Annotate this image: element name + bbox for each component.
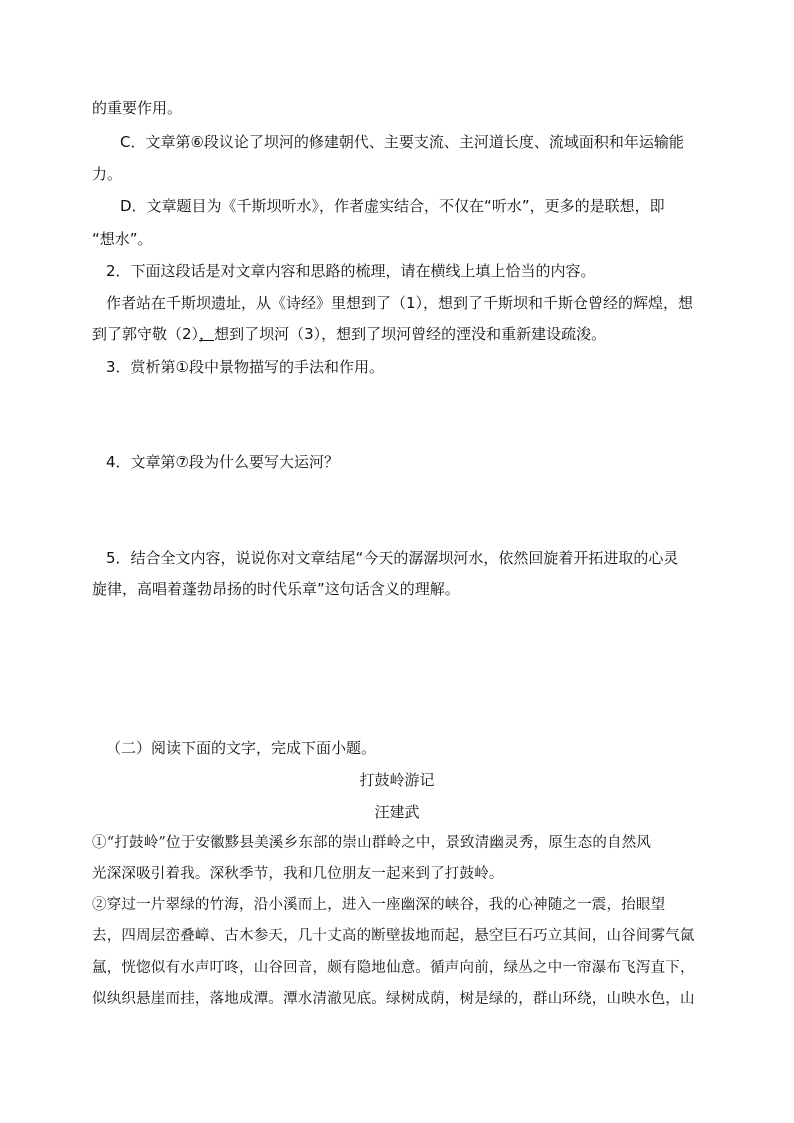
option-c: C．文章第⑥段议论了坝河的修建朝代、主要支流、主河道长度、流域面积和年运输能 — [120, 133, 684, 151]
article-paragraph-2-line1: ②穿过一片翠绿的竹海，沿小溪而上，进入一座幽深的峡谷，我的心神随之一震，抬眼望 — [92, 897, 666, 913]
question-5-line2: 旋律，高唱着蓬勃昂扬的时代乐章”这句话含义的理解。 — [92, 580, 460, 598]
article-paragraph-1-line2: 光深深吸引着我。深秋季节，我和几位朋友一起来到了打鼓岭。 — [92, 866, 504, 882]
article-paragraph-2-line4: 似纨织悬崖而挂，落地成潭。潭水清澈见底。绿树成荫，树是绿的，群山环绕，山映水色，山 — [92, 991, 695, 1007]
question-2-paragraph-line1: 作者站在千斯坝遗址，从《诗经》里想到了（1），想到了千斯坝和千斯仓曾经的辉煌，想 — [106, 294, 694, 312]
article-paragraph-2-line2: 去，四周层峦叠嶂、古木参天，几十丈高的断壁拔地而起，悬空巨石巧立其间，山谷间雾气氤 — [92, 928, 695, 944]
article-paragraph-1-line1: ①“打鼓岭”位于安徽黟县美溪乡东部的崇山群岭之中，景致清幽灵秀，原生态的自然风 — [92, 835, 652, 851]
option-d: D．文章题目为《千斯坝听水》，作者虚实结合，不仅在“听水”，更多的是联想，即 — [120, 197, 665, 215]
article-paragraph-2-line3: 氲，恍惚似有水声叮咚，山谷回音，颇有隐地仙意。循声向前，绿丛之中一帘瀑布飞泻直下， — [92, 960, 695, 976]
question-2-text-a: 到了郭守敬（2） — [92, 325, 200, 343]
option-b-continuation: 的重要作用。 — [92, 99, 183, 117]
question-2-blank: ， — [199, 325, 215, 343]
article-author: 汪建武 — [374, 803, 420, 821]
option-c-continuation: 力。 — [92, 165, 123, 183]
option-d-continuation: “想水”。 — [92, 230, 153, 248]
question-2-text-b: 想到了坝河（3），想到了坝河曾经的湮没和重新建设疏浚。 — [214, 325, 607, 343]
question-4: 4．文章第⑦段为什么要写大运河？ — [106, 453, 339, 471]
question-2-stem: 2．下面这段话是对文章内容和思路的梳理，请在横线上填上恰当的内容。 — [106, 262, 596, 280]
section-2-heading: （二）阅读下面的文字，完成下面小题。 — [106, 739, 377, 757]
question-3: 3．赏析第①段中景物描写的手法和作用。 — [106, 358, 384, 376]
question-5-line1: 5．结合全文内容，说说你对文章结尾“今天的潺潺坝河水，依然回旋着开拓进取的心灵 — [106, 549, 679, 567]
question-2-paragraph-line2 — [92, 324, 606, 344]
article-title: 打鼓岭游记 — [359, 771, 435, 789]
